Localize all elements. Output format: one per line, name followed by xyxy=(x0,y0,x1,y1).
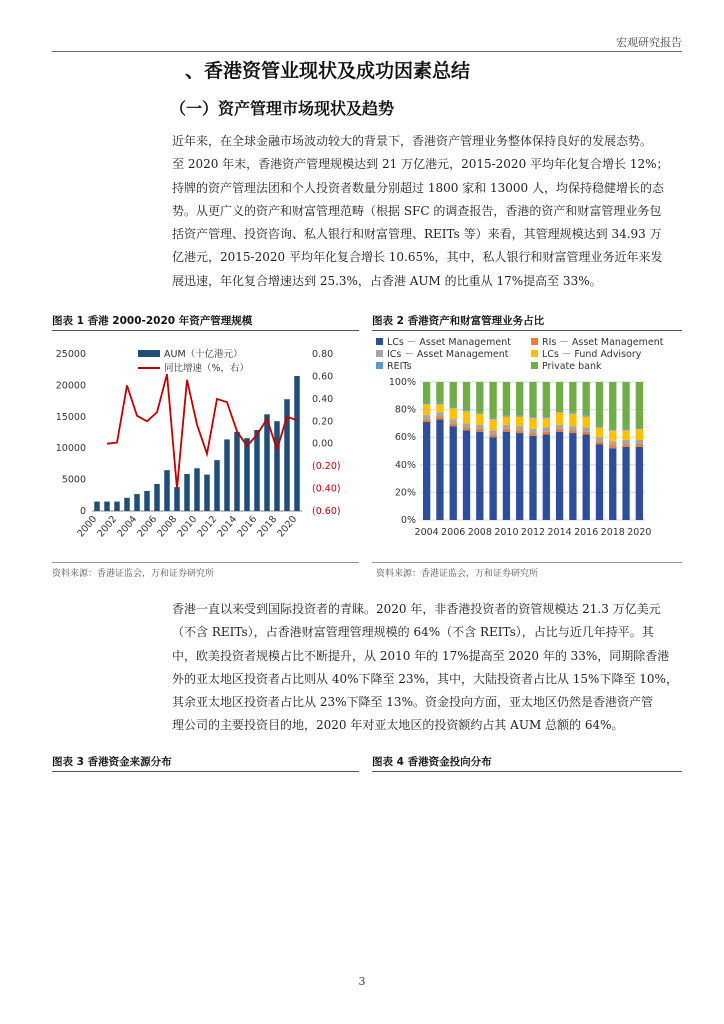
stacked-bar-segment xyxy=(609,430,616,441)
stacked-bar-segment xyxy=(596,426,603,427)
aum-bar xyxy=(264,414,270,511)
stacked-bar-segment xyxy=(622,444,629,447)
stacked-bar-segment xyxy=(569,382,576,412)
stacked-bar-segment xyxy=(596,428,603,438)
y-axis-tick-label: 0% xyxy=(400,515,416,526)
x-axis-tick-label: 2010 xyxy=(494,527,519,538)
stacked-bar-segment xyxy=(636,382,643,428)
stacked-bar-segment xyxy=(636,428,643,429)
right-axis-tick-label: (0.60) xyxy=(312,506,341,517)
aum-bar xyxy=(174,487,180,511)
right-axis-tick-label: (0.20) xyxy=(312,461,341,473)
stacked-bar-segment xyxy=(556,382,563,411)
stacked-bar-segment xyxy=(476,414,483,425)
figure1-title: 图表 1 香港 2000-2020 年资产管理规模 xyxy=(52,315,253,327)
legend-swatch xyxy=(376,362,383,369)
stacked-bar-segment xyxy=(569,433,576,520)
stacked-bar-segment xyxy=(503,425,510,429)
aum-bar xyxy=(254,430,260,511)
stacked-bar-segment xyxy=(476,412,483,413)
stacked-bar-segment xyxy=(516,382,523,415)
y-axis-tick-label: 60% xyxy=(394,432,416,444)
left-axis-tick-label: 20000 xyxy=(55,380,86,392)
x-axis-tick-label: 2016 xyxy=(235,513,260,540)
aum-bar xyxy=(144,491,150,511)
stacked-bar-segment xyxy=(622,429,629,430)
stacked-bar-segment xyxy=(450,426,457,520)
stacked-bar-segment xyxy=(423,415,430,419)
y-axis-tick-label: 40% xyxy=(394,459,416,471)
left-axis-tick-label: 15000 xyxy=(55,411,86,423)
x-axis-tick-label: 2006 xyxy=(441,527,466,538)
aum-bar xyxy=(294,376,300,511)
figure3-title-rule xyxy=(52,771,359,772)
stacked-bar-segment xyxy=(609,441,616,445)
figure2-title: 图表 2 香港资产和财富管理业务占比 xyxy=(372,315,545,327)
x-axis-tick-label: 2020 xyxy=(275,513,300,540)
y-axis-tick-label: 100% xyxy=(388,377,416,388)
figure4-title: 图表 4 香港资金投向分布 xyxy=(372,756,492,768)
stacked-bar-segment xyxy=(436,382,443,403)
legend-swatch xyxy=(531,362,538,369)
stacked-bar-segment xyxy=(423,419,430,422)
stacked-bar-segment xyxy=(503,415,510,416)
y-axis-tick-label: 80% xyxy=(394,404,416,416)
paragraph-line: 持牌的资产管理法团和个人投资者数量分别超过 1800 家和 13000 人，均保持稳健增长的态 xyxy=(172,180,664,195)
right-axis-tick-label: 0.80 xyxy=(312,349,334,360)
stacked-bar-segment xyxy=(529,382,536,417)
stacked-bar-segment xyxy=(489,382,496,418)
aum-bar xyxy=(154,484,160,511)
stacked-bar-segment xyxy=(516,430,523,433)
paragraph-line: 近年来，在全球金融市场波动较大的背景下，香港资产管理业务整体保持良好的发展态势。 xyxy=(172,134,653,148)
aum-bar xyxy=(224,439,230,511)
stacked-bar-segment xyxy=(583,428,590,432)
aum-bar xyxy=(204,475,210,511)
right-axis-tick-label: 0.20 xyxy=(312,416,334,428)
stacked-bar-segment xyxy=(543,432,550,435)
stacked-bar-segment xyxy=(476,432,483,520)
stacked-bar-segment xyxy=(529,433,536,436)
stacked-bar-segment xyxy=(543,417,550,418)
stacked-bar-segment xyxy=(476,382,483,412)
stacked-bar-segment xyxy=(596,441,603,444)
stacked-bar-segment xyxy=(476,429,483,432)
paragraph-line: 其余亚太地区投资者占比从 23%下降至 13%。资金投向方面，亚太地区仍然是香港资产管 xyxy=(172,695,653,710)
figure3-title: 图表 3 香港资金来源分布 xyxy=(52,756,172,768)
legend-swatch xyxy=(376,338,383,345)
stacked-bar-segment xyxy=(489,418,496,419)
aum-bar xyxy=(214,460,220,511)
figure1-bottom-rule xyxy=(52,562,359,563)
stacked-bar-segment xyxy=(636,447,643,520)
legend-swatch xyxy=(531,338,538,345)
aum-bar xyxy=(244,438,250,511)
legend-label: LCs － Asset Management xyxy=(387,337,511,348)
y-axis-tick-label: 20% xyxy=(394,487,416,499)
stacked-bar-segment xyxy=(583,417,590,428)
stacked-bar-segment xyxy=(436,404,443,412)
stacked-bar-segment xyxy=(503,429,510,432)
page-number: 3 xyxy=(358,975,366,988)
stacked-bar-segment xyxy=(569,426,576,430)
paragraph-line: 亿港元，2015-2020 平均年化复合增长 10.65%，其中，私人银行和财富管理业务近年来发 xyxy=(172,250,663,265)
stacked-bar-segment xyxy=(436,419,443,520)
aum-bar xyxy=(194,468,200,511)
aum-bar xyxy=(94,502,100,511)
stacked-bar-segment xyxy=(622,382,629,429)
stacked-bar-segment xyxy=(543,434,550,520)
aum-bar xyxy=(104,502,110,511)
left-axis-tick-label: 5000 xyxy=(61,474,86,486)
legend-label-aum: AUM（十亿港元） xyxy=(164,349,243,360)
stacked-bar-segment xyxy=(450,419,457,423)
stacked-bar-segment xyxy=(463,430,470,520)
x-axis-tick-label: 2018 xyxy=(255,513,280,540)
stacked-bar-segment xyxy=(543,382,550,417)
stacked-bar-segment xyxy=(529,418,536,429)
stacked-bar-segment xyxy=(436,412,443,416)
stacked-bar-segment xyxy=(609,429,616,430)
x-axis-tick-label: 2014 xyxy=(547,527,572,538)
x-axis-tick-label: 2000 xyxy=(75,513,100,540)
aum-bar xyxy=(134,494,140,511)
paragraph-line: 香港一直以来受到国际投资者的青睐。2020 年，非香港投资者的资管规模达 21.3 万亿美元 xyxy=(172,602,661,616)
legend-label: Private bank xyxy=(542,361,602,372)
stacked-bar-segment xyxy=(622,440,629,444)
stacked-bar-segment xyxy=(543,428,550,432)
stacked-bar-segment xyxy=(569,414,576,426)
x-axis-tick-label: 2016 xyxy=(574,527,599,538)
stacked-bar-segment xyxy=(463,382,470,410)
paragraph-line: 至 2020 年末，香港资产管理规模达到 21 万亿港元，2015-2020 平均年化复合增长 12%； xyxy=(172,157,669,172)
aum-bar xyxy=(164,470,170,511)
legend-swatch xyxy=(376,350,383,357)
stacked-bar-segment xyxy=(556,425,563,429)
stacked-bar-segment xyxy=(516,426,523,430)
x-axis-tick-label: 2002 xyxy=(95,513,120,540)
stacked-bar-segment xyxy=(436,417,443,420)
stacked-bar-segment xyxy=(450,423,457,426)
stacked-bar-segment xyxy=(556,412,563,424)
x-axis-tick-label: 2008 xyxy=(467,527,492,538)
right-axis-tick-label: (0.40) xyxy=(312,483,341,495)
stacked-bar-segment xyxy=(529,429,536,433)
legend-label-growth: 同比增速（%，右） xyxy=(164,363,250,374)
paragraph-line: 中，欧美投资者规模占比不断提升，从 2010 年的 17%提高至 2020 年的 33%，同期除香港 xyxy=(172,648,670,663)
x-axis-tick-label: 2014 xyxy=(215,513,240,540)
stacked-bar-segment xyxy=(503,432,510,520)
stacked-bar-segment xyxy=(622,447,629,520)
stacked-bar-segment xyxy=(450,408,457,419)
stacked-bar-segment xyxy=(609,448,616,520)
right-axis-tick-label: 0.00 xyxy=(312,438,334,450)
figure2-bottom-rule xyxy=(372,562,682,563)
stacked-bar-segment xyxy=(569,412,576,413)
stacked-bar-segment xyxy=(543,418,550,428)
stacked-bar-segment xyxy=(516,417,523,427)
stacked-bar-segment xyxy=(609,382,616,429)
stacked-bar-segment xyxy=(463,411,470,423)
stacked-bar-segment xyxy=(450,407,457,408)
x-axis-tick-label: 2012 xyxy=(195,513,220,540)
aum-bar xyxy=(124,498,130,511)
stacked-bar-segment xyxy=(569,430,576,433)
aum-bar xyxy=(274,421,280,511)
stacked-bar-segment xyxy=(529,417,536,418)
stacked-bar-segment xyxy=(450,382,457,407)
business-share-chart xyxy=(372,334,684,560)
stacked-bar-segment xyxy=(489,437,496,520)
stacked-bar-segment xyxy=(596,444,603,520)
aum-bar xyxy=(114,502,120,511)
figure2-title-rule xyxy=(372,330,682,331)
right-axis-tick-label: 0.60 xyxy=(312,371,334,383)
legend-swatch-aum xyxy=(138,350,160,357)
stacked-bar-segment xyxy=(556,432,563,520)
legend-label: REITs xyxy=(387,361,412,372)
paragraph-line: （不含 REITs），占香港财富管理管理规模的 64%（不含 REITs），占比与近几年持平。其 xyxy=(172,625,654,640)
stacked-bar-segment xyxy=(463,423,470,427)
stacked-bar-segment xyxy=(423,382,430,403)
stacked-bar-segment xyxy=(556,429,563,432)
stacked-bar-segment xyxy=(636,429,643,440)
stacked-bar-segment xyxy=(489,434,496,437)
paragraph-line: 括资产管理、投资咨询、私人银行和财富管理、REITs 等）来看，其管理规模达到 34.93 万 xyxy=(172,227,662,242)
paragraph-line: 势。从更广义的资产和财富管理范畴（根据 SFC 的调查报告，香港的资产和财富管理业务包 xyxy=(172,203,662,218)
stacked-bar-segment xyxy=(476,425,483,429)
stacked-bar-segment xyxy=(516,433,523,520)
x-axis-tick-label: 2010 xyxy=(175,513,200,540)
left-axis-tick-label: 0 xyxy=(79,506,86,517)
stacked-bar-segment xyxy=(503,417,510,425)
section-title: 、香港资管业现状及成功因素总结 xyxy=(185,60,471,82)
figure1-title-rule xyxy=(52,330,359,331)
aum-bar xyxy=(234,432,240,511)
right-axis-tick-label: 0.40 xyxy=(312,393,334,405)
legend-label: LCs － Fund Advisory xyxy=(542,349,642,360)
paragraph-line: 理公司的主要投资目的地，2020 年对亚太地区的投资额约占其 AUM 总额的 64%。 xyxy=(172,718,624,733)
stacked-bar-segment xyxy=(436,403,443,404)
x-axis-tick-label: 2018 xyxy=(600,527,625,538)
report-type-label: 宏观研究报告 xyxy=(616,36,682,49)
x-axis-tick-label: 2006 xyxy=(135,513,160,540)
x-axis-tick-label: 2008 xyxy=(155,513,180,540)
stacked-bar-segment xyxy=(636,440,643,444)
stacked-bar-segment xyxy=(423,403,430,404)
stacked-bar-segment xyxy=(423,422,430,520)
stacked-bar-segment xyxy=(516,415,523,416)
stacked-bar-segment xyxy=(423,404,430,415)
header-divider xyxy=(52,51,682,52)
stacked-bar-segment xyxy=(556,411,563,412)
section-subtitle: （一）资产管理市场现状及趋势 xyxy=(170,99,395,118)
stacked-bar-segment xyxy=(529,436,536,520)
paragraph-2 xyxy=(172,598,684,738)
legend-label: RIs － Asset Management xyxy=(542,337,664,348)
x-axis-tick-label: 2004 xyxy=(414,527,439,538)
stacked-bar-segment xyxy=(583,382,590,415)
stacked-bar-segment xyxy=(596,382,603,426)
stacked-bar-segment xyxy=(583,432,590,435)
paragraph-1 xyxy=(172,130,684,293)
paragraph-line: 展迅速，年化复合增速达到 25.3%，占香港 AUM 的比重从 17%提高至 33%。 xyxy=(172,273,602,288)
stacked-bar-segment xyxy=(583,434,590,520)
stacked-bar-segment xyxy=(489,419,496,430)
x-axis-tick-label: 2020 xyxy=(627,527,652,538)
figure1-source: 资料来源：香港证监会，万和证券研究所 xyxy=(52,569,215,579)
stacked-bar-segment xyxy=(636,444,643,447)
paragraph-line: 外的亚太地区投资者占比则从 40%下降至 23%，其中，大陆投资者占比从 15%下降至 10%， xyxy=(172,671,678,686)
stacked-bar-segment xyxy=(596,437,603,441)
left-axis-tick-label: 25000 xyxy=(55,349,86,360)
aum-bar xyxy=(184,474,190,511)
stacked-bar-segment xyxy=(622,430,629,440)
legend-swatch xyxy=(531,350,538,357)
left-axis-tick-label: 10000 xyxy=(55,443,86,455)
legend-label: ICs － Asset Management xyxy=(387,349,509,360)
stacked-bar-segment xyxy=(583,415,590,416)
stacked-bar-segment xyxy=(503,382,510,415)
aum-chart xyxy=(52,336,362,560)
stacked-bar-segment xyxy=(609,445,616,448)
figure4-title-rule xyxy=(372,771,682,772)
figure2-source: 资料来源：香港证监会，万和证券研究所 xyxy=(376,569,539,579)
stacked-bar-segment xyxy=(463,428,470,431)
stacked-bar-segment xyxy=(489,430,496,434)
x-axis-tick-label: 2004 xyxy=(115,513,140,540)
stacked-bar-segment xyxy=(463,410,470,411)
x-axis-tick-label: 2012 xyxy=(520,527,546,538)
